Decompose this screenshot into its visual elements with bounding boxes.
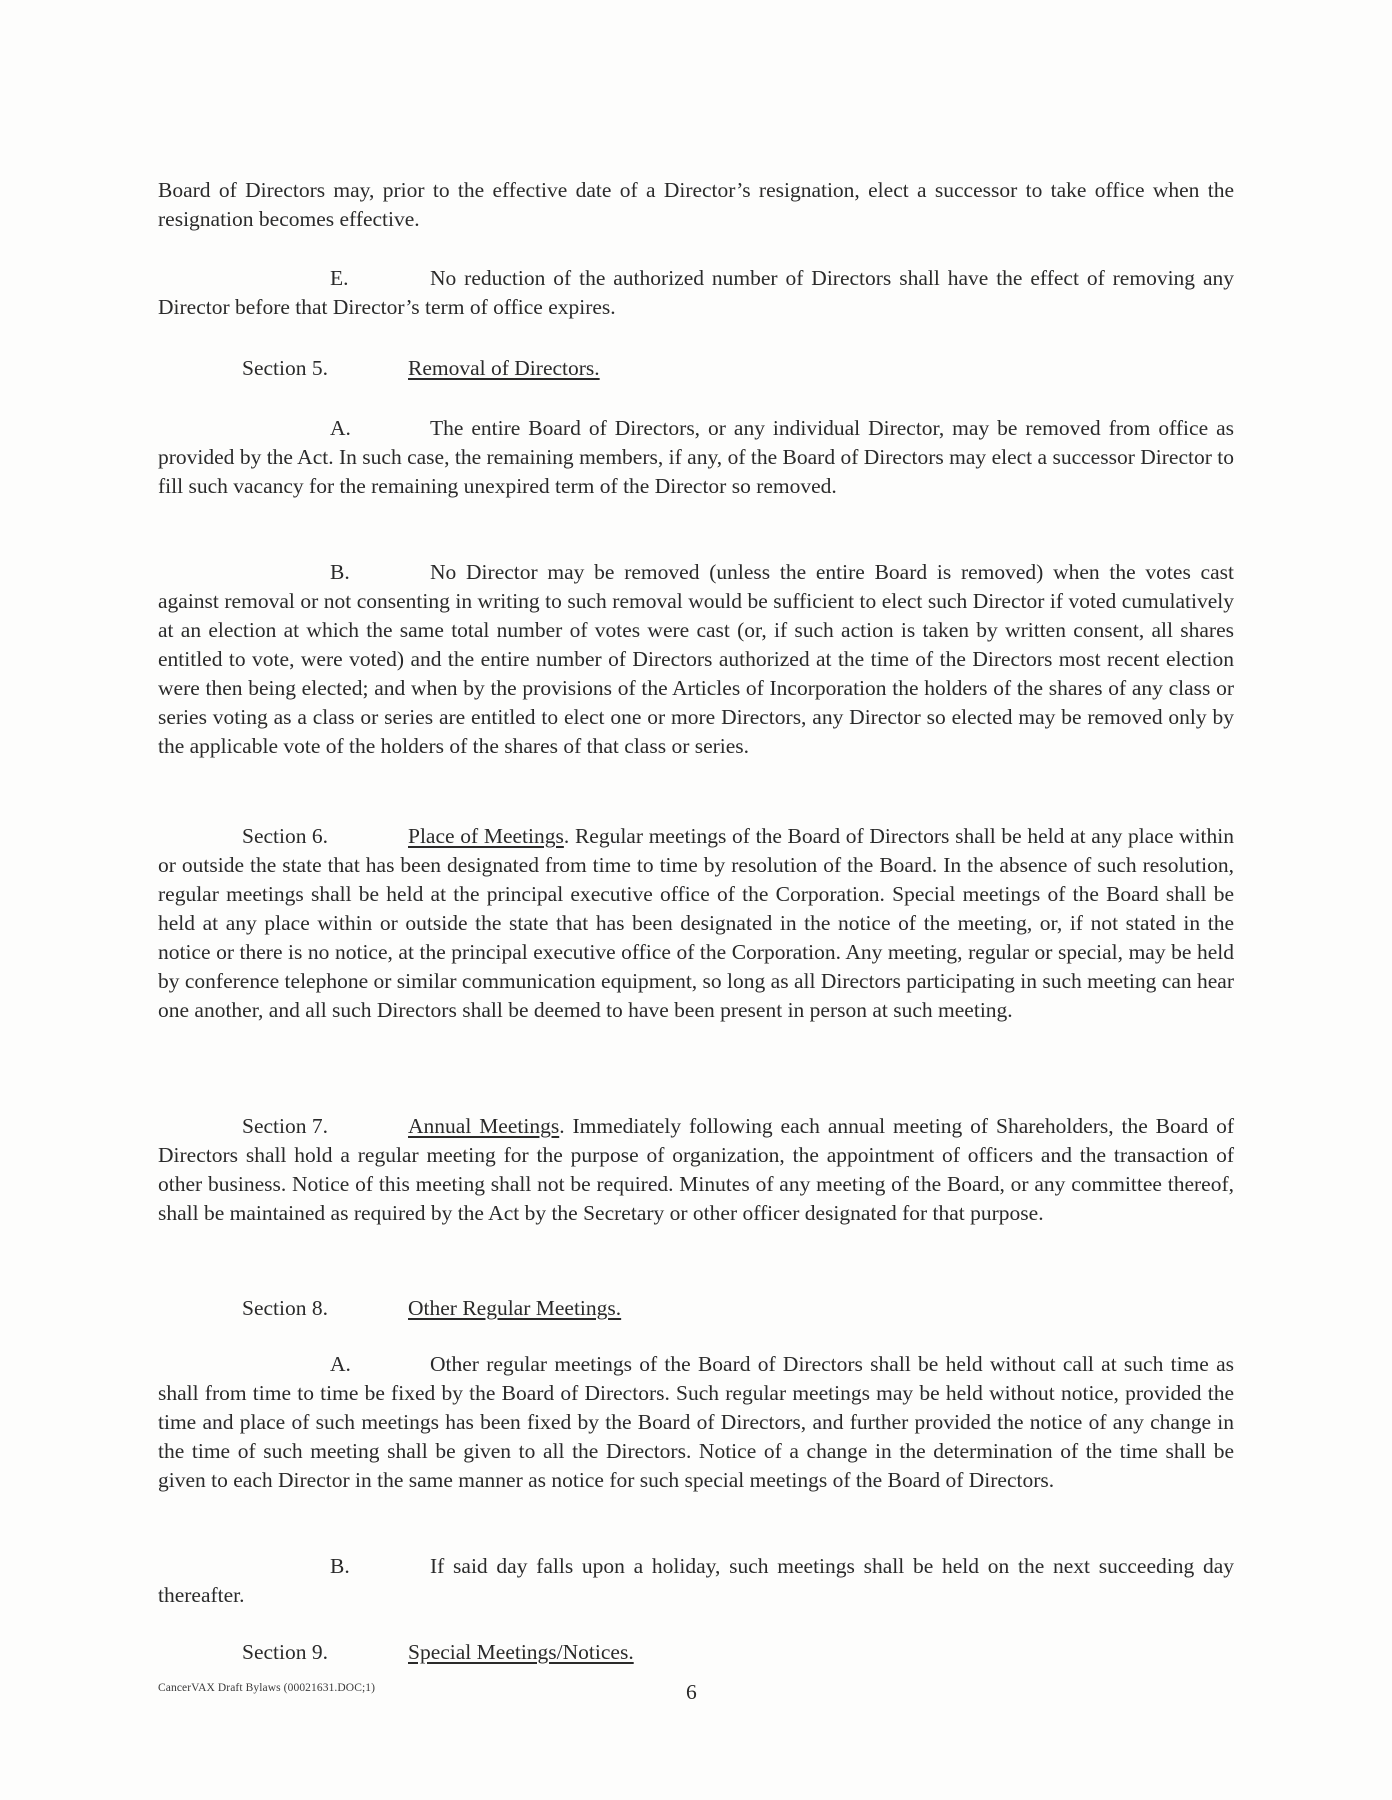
section-7-title: Annual Meetings [408,1114,560,1138]
item-label: B. [330,1554,350,1578]
footer-doc-id: CancerVAX Draft Bylaws (00021631.DOC;1) [158,1682,376,1694]
section-6 [158,822,1234,1025]
item-label: A. [330,1352,351,1376]
section-6-title: Place of Meetings [408,824,564,848]
paragraph-text: If said day falls upon a holiday, such meetings shall be held on the next succeeding day thereafter. [158,1554,1234,1607]
section-7-label: Section 7. [242,1114,328,1138]
paragraph-text: Board of Directors may, prior to the effective date of a Director’s resignation, elect a successor to take office when the resignation becomes effective. [158,178,1234,231]
item-label: A. [330,416,351,440]
paragraph-8b [158,1552,1234,1610]
page-number: 6 [686,1680,697,1704]
paragraph-5b [158,558,1234,761]
item-label: E. [330,266,349,290]
section-6-label: Section 6. [242,824,328,848]
paragraph-text: No Director may be removed (unless the entire Board is removed) when the votes cast against removal or not consenting in writing to such removal would be sufficient to elect such Director if voted cumulatively at an election at which the same total number of votes were cast (or, if such action is taken by written consent, all shares entitled to vote, were voted) and the entire number of Directors authorized at the time of the Directors most recent election were then being elected; and when by the provisions of the Articles of Incorporation the holders of the shares of any class or series voting as a class or series are entitled to elect one or more Directors, any Director so elected may be removed only by the applicable vote of the holders of the shares of that class or series. [158,560,1234,758]
paragraph-8a [158,1350,1234,1495]
section-8-label: Section 8. [242,1296,328,1320]
section-5-label: Section 5. [242,356,328,380]
paragraph-continuation [158,176,1234,234]
paragraph-e [158,264,1234,322]
paragraph-text: Other regular meetings of the Board of Directors shall be held without call at such time as shall from time to time be fixed by the Board of Directors. Such regular meetings may be held without notice, provided the time and place of such meetings has been fixed by the Board of Directors, and further provided the notice of any change in the time of such meeting shall be given to all the Directors. Notice of a change in the determination of the time shall be given to each Director in the same manner as notice for such special meetings of the Board of Directors. [158,1352,1234,1492]
item-label: B. [330,560,350,584]
section-5-title: Removal of Directors. [408,356,600,380]
section-8-title: Other Regular Meetings. [408,1296,622,1320]
section-9-label: Section 9. [242,1640,328,1664]
paragraph-text: No reduction of the authorized number of Directors shall have the effect of removing any Director before that Director’s term of office expires. [158,266,1234,319]
section-7 [158,1112,1234,1228]
paragraph-5a [158,414,1234,501]
section-9-title: Special Meetings/Notices. [408,1640,634,1664]
paragraph-text: . Immediately following each annual meeting of Shareholders, the Board of Directors shall hold a regular meeting for the purpose of organization, the appointment of officers and the transaction of other business. Notice of this meeting shall not be required. Minutes of any meeting of the Board, or any committee thereof, shall be maintained as required by the Act by the Secretary or other officer designated for that purpose. [158,1114,1235,1225]
paragraph-text: . Regular meetings of the Board of Directors shall be held at any place within or outside the state that has been designated from time to time by resolution of the Board. In the absence of such resolution, regular meetings shall be held at the principal executive office of the Corporation. Special meetings of the Board shall be held at any place within or outside the state that has been designated in the notice of the meeting, or, if not stated in the notice or there is no notice, at the principal executive office of the Corporation. Any meeting, regular or special, may be held by conference telephone or similar communication equipment, so long as all Directors participating in such meeting can hear one another, and all such Directors shall be deemed to have been present in person at such meeting. [158,824,1234,1022]
paragraph-text: The entire Board of Directors, or any individual Director, may be removed from office as provided by the Act. In such case, the remaining members, if any, of the Board of Directors may elect a successor Director to fill such vacancy for the remaining unexpired term of the Director so removed. [158,416,1234,498]
